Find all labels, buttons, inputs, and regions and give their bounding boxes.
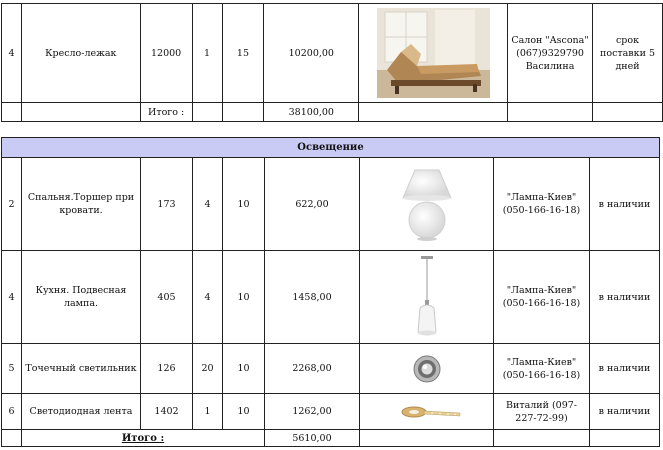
pendant-lamp-photo xyxy=(407,254,447,340)
spotlight-photo xyxy=(412,354,442,384)
item-sum: 1458,00 xyxy=(265,251,360,344)
item-sum: 2268,00 xyxy=(265,344,360,394)
row-number: 4 xyxy=(2,4,22,103)
lounge-chair-photo xyxy=(377,8,490,98)
item-sum: 622,00 xyxy=(265,158,360,251)
item-discount: 10 xyxy=(223,344,265,394)
item-photo-cell xyxy=(360,251,494,344)
availability: в наличии xyxy=(590,158,660,251)
lighting-table xyxy=(1,137,660,447)
item-price: 173 xyxy=(141,158,193,251)
item-name: Кухня. Подвесная лампа. xyxy=(22,251,141,344)
item-qty: 1 xyxy=(192,4,222,103)
total-label: Итого : xyxy=(140,103,192,122)
table-row xyxy=(2,158,660,251)
row-number: 6 xyxy=(2,394,22,430)
supplier: "Лампа-Киев" (050-166-16-18) xyxy=(494,344,590,394)
section-title: Освещение xyxy=(2,138,660,158)
total-row xyxy=(2,103,663,122)
table-lamp-photo xyxy=(397,164,457,244)
item-photo-cell xyxy=(359,4,508,103)
item-name: Кресло-лежак xyxy=(21,4,140,103)
total-value: 5610,00 xyxy=(265,430,360,447)
item-name: Спальня.Торшер при кровати. xyxy=(22,158,141,251)
item-price: 126 xyxy=(141,344,193,394)
table-row xyxy=(2,251,660,344)
supplier: "Лампа-Киев" (050-166-16-18) xyxy=(494,158,590,251)
item-discount: 10 xyxy=(223,394,265,430)
item-qty: 20 xyxy=(193,344,223,394)
item-price: 12000 xyxy=(140,4,192,103)
item-photo-cell xyxy=(360,394,494,430)
availability: срок поставки 5 дней xyxy=(593,4,663,103)
total-label: Итого : xyxy=(22,430,265,447)
item-qty: 4 xyxy=(193,251,223,344)
table-row xyxy=(2,4,663,103)
row-number: 5 xyxy=(2,344,22,394)
item-name: Светодиодная лента xyxy=(22,394,141,430)
supplier: Виталий (097-227-72-99) xyxy=(494,394,590,430)
availability: в наличии xyxy=(590,394,660,430)
item-sum: 10200,00 xyxy=(264,4,359,103)
item-discount: 15 xyxy=(222,4,264,103)
furniture-table xyxy=(1,3,663,122)
item-qty: 4 xyxy=(193,158,223,251)
item-photo-cell xyxy=(360,158,494,251)
section-header xyxy=(2,138,660,158)
table-row xyxy=(2,344,660,394)
item-discount: 10 xyxy=(223,158,265,251)
row-number: 2 xyxy=(2,158,22,251)
total-value: 38100,00 xyxy=(264,103,359,122)
item-price: 1402 xyxy=(141,394,193,430)
availability: в наличии xyxy=(590,344,660,394)
item-discount: 10 xyxy=(223,251,265,344)
row-number: 4 xyxy=(2,251,22,344)
supplier: "Лампа-Киев" (050-166-16-18) xyxy=(494,251,590,344)
item-price: 405 xyxy=(141,251,193,344)
item-photo-cell xyxy=(360,344,494,394)
supplier: Салон "Ascona" (067)9329790 Василина xyxy=(508,4,593,103)
item-qty: 1 xyxy=(193,394,223,430)
table-row xyxy=(2,394,660,430)
item-name: Точечный светильник xyxy=(22,344,141,394)
total-row xyxy=(2,430,660,447)
availability: в наличии xyxy=(590,251,660,344)
item-sum: 1262,00 xyxy=(265,394,360,430)
led-strip-photo xyxy=(392,404,462,420)
